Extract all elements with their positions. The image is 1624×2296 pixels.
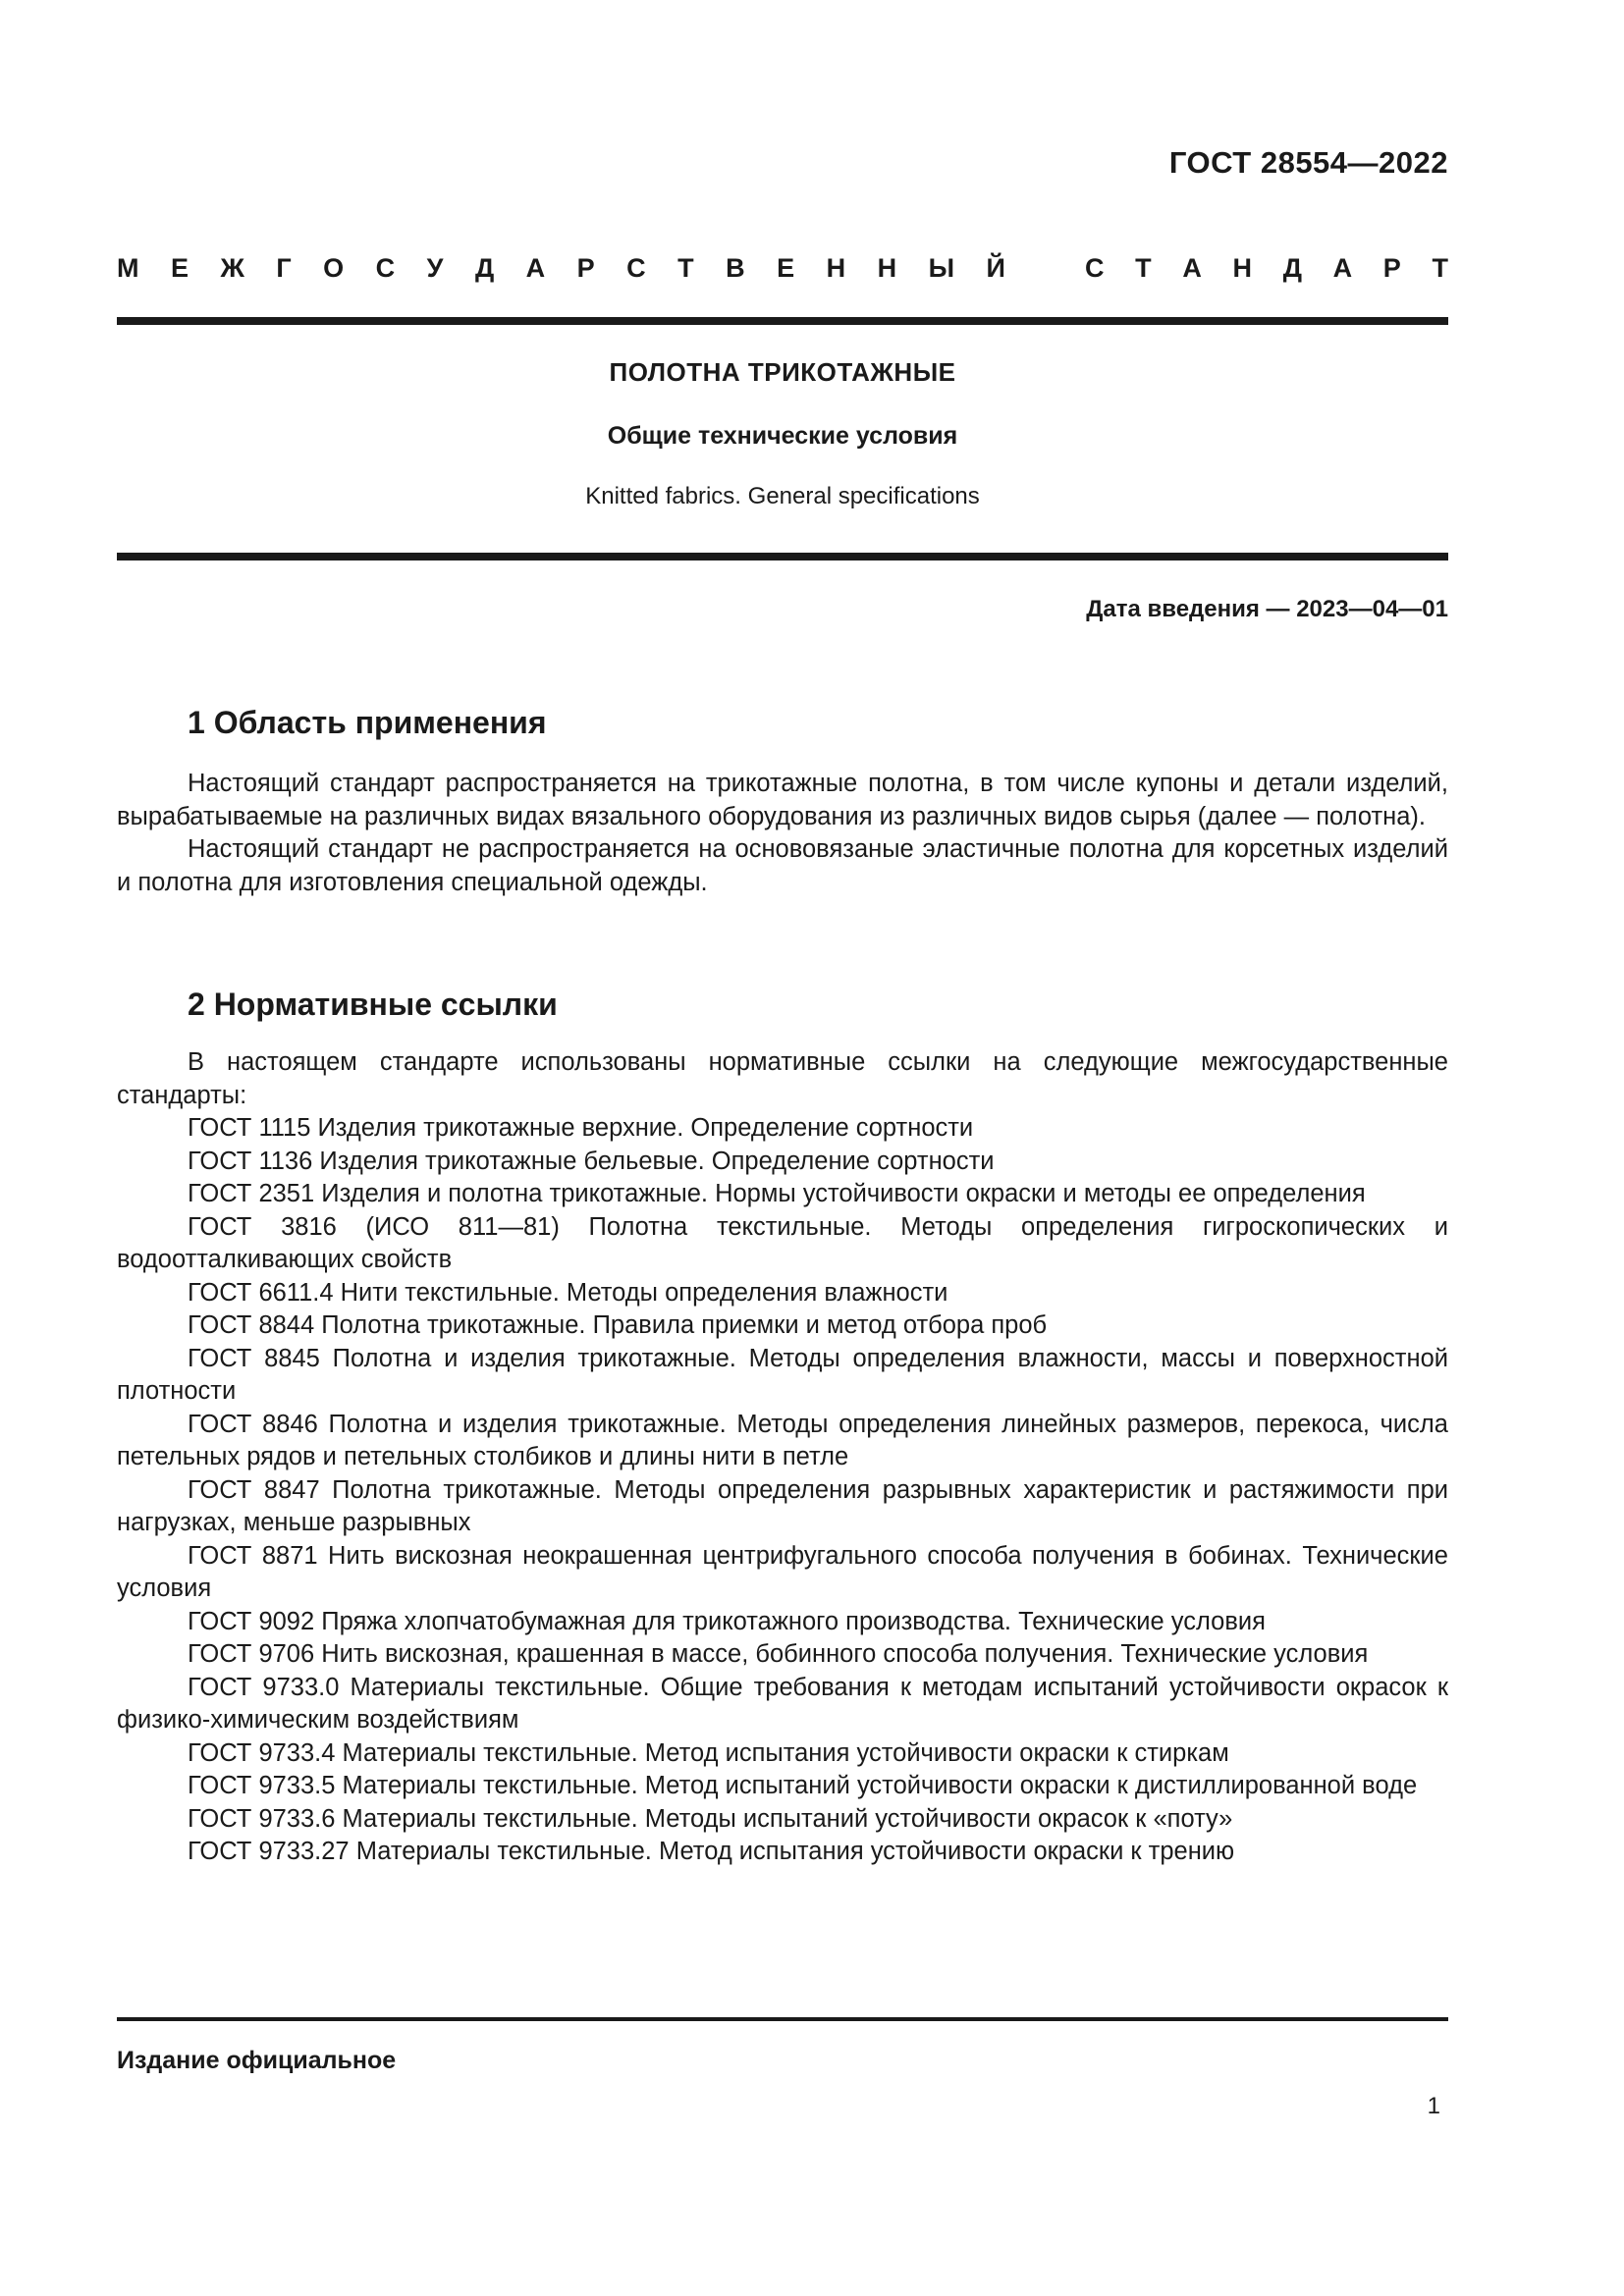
banner-letter: Н bbox=[1232, 253, 1253, 283]
banner-letter: С bbox=[375, 253, 396, 283]
title-divider bbox=[117, 553, 1448, 561]
reference-item: ГОСТ 8845 Полотна и изделия трикотажные. Методы определения влажности, массы и поверхностной плотности bbox=[117, 1344, 1448, 1405]
reference-item: ГОСТ 1136 Изделия трикотажные бельевые. Определение сортности bbox=[188, 1147, 995, 1175]
reference-item: ГОСТ 9733.6 Материалы текстильные. Методы испытаний устойчивости окрасок к «поту» bbox=[188, 1804, 1233, 1833]
banner-letter: М bbox=[117, 253, 139, 283]
banner-letter: С bbox=[626, 253, 646, 283]
banner-letter: У bbox=[426, 253, 444, 283]
introduction-date: Дата введения — 2023—04—01 bbox=[1086, 596, 1448, 622]
banner-letter: Й bbox=[986, 253, 1005, 283]
banner-letter: А bbox=[525, 253, 546, 283]
banner-letter: В bbox=[726, 253, 745, 283]
banner-letter: Ж bbox=[220, 253, 244, 283]
paragraph: Настоящий стандарт распространяется на трикотажные полотна, в том числе купоны и детали изделий, вырабатываемые на различных видах вязального оборудования из различных видов сырья (далее — полотна). bbox=[117, 770, 1448, 830]
banner-letter: Г bbox=[276, 253, 292, 283]
banner-letter: С bbox=[1085, 253, 1105, 283]
reference-item: ГОСТ 9706 Нить вискозная, крашенная в массе, бобинного способа получения. Технические условия bbox=[188, 1640, 1369, 1668]
banner-letter: Ы bbox=[928, 253, 955, 283]
banner-letter: Н bbox=[877, 253, 897, 283]
banner-letter: Р bbox=[1382, 253, 1401, 283]
footer-divider bbox=[117, 2017, 1448, 2021]
edition-label: Издание официальное bbox=[117, 2047, 397, 2074]
reference-item: ГОСТ 9733.0 Материалы текстильные. Общие требования к методам испытаний устойчивости окрасок к физико-химическим воздействиям bbox=[117, 1673, 1448, 1734]
banner-word-standard bbox=[1085, 253, 1448, 284]
reference-item: ГОСТ 2351 Изделия и полотна трикотажные. Нормы устойчивости окраски и методы ее определения bbox=[188, 1180, 1366, 1207]
section-body-scope bbox=[117, 768, 1448, 899]
reference-item: ГОСТ 8844 Полотна трикотажные. Правила приемки и метод отбора проб bbox=[188, 1311, 1048, 1339]
banner-letter: А bbox=[1332, 253, 1353, 283]
banner-letter: Е bbox=[777, 253, 795, 283]
section-body-normative-references bbox=[117, 1046, 1448, 1869]
reference-item: ГОСТ 9092 Пряжа хлопчатобумажная для трикотажного производства. Технические условия bbox=[188, 1607, 1266, 1635]
section-heading-normative-references: 2 Нормативные ссылки bbox=[188, 987, 558, 1022]
paragraph: Настоящий стандарт не распространяется на основовязаные эластичные полотна для корсетных изделий и полотна для изготовления специальной одежды. bbox=[117, 835, 1448, 896]
reference-item: ГОСТ 9733.4 Материалы текстильные. Метод испытания устойчивости окраски к стиркам bbox=[188, 1738, 1229, 1767]
banner-letter: Т bbox=[677, 253, 694, 283]
banner-letter: Т bbox=[1135, 253, 1152, 283]
document-title-english: Knitted fabrics. General specifications bbox=[585, 483, 980, 509]
header-divider bbox=[117, 317, 1448, 325]
banner-letter: Т bbox=[1432, 253, 1448, 283]
reference-item: ГОСТ 8871 Нить вискозная неокрашенная центрифугального способа получения в бобинах. Технические условия bbox=[117, 1541, 1448, 1602]
banner-letter: А bbox=[1182, 253, 1202, 283]
banner-letter: Д bbox=[474, 253, 495, 283]
reference-item: ГОСТ 9733.27 Материалы текстильные. Метод испытания устойчивости окраски к трению bbox=[188, 1838, 1235, 1865]
reference-item: ГОСТ 6611.4 Нити текстильные. Методы определения влажности bbox=[188, 1278, 948, 1307]
reference-item: ГОСТ 3816 (ИСО 811—81) Полотна текстильные. Методы определения гигроскопических и водоотталкивающих свойств bbox=[117, 1212, 1448, 1273]
banner-word-interstate bbox=[117, 253, 1005, 284]
reference-item: ГОСТ 1115 Изделия трикотажные верхние. Определение сортности bbox=[188, 1114, 974, 1142]
document-title: ПОЛОТНА ТРИКОТАЖНЫЕ bbox=[609, 357, 956, 387]
banner-letter: Н bbox=[826, 253, 846, 283]
banner-letter: Р bbox=[576, 253, 595, 283]
page-number: 1 bbox=[1427, 2093, 1440, 2119]
banner-letter: Д bbox=[1282, 253, 1302, 283]
paragraph: В настоящем стандарте использованы нормативные ссылки на следующие межгосударственные стандарты: bbox=[117, 1048, 1448, 1109]
document-number: ГОСТ 28554—2022 bbox=[1168, 145, 1448, 180]
reference-item: ГОСТ 8847 Полотна трикотажные. Методы определения разрывных характеристик и растяжимости при нагрузках, меньше разрывных bbox=[117, 1475, 1448, 1536]
banner-letter: О bbox=[323, 253, 345, 283]
banner-letter: Е bbox=[170, 253, 189, 283]
interstate-standard-banner bbox=[117, 253, 1448, 284]
document-subtitle: Общие технические условия bbox=[607, 422, 958, 450]
reference-item: ГОСТ 9733.5 Материалы текстильные. Метод испытаний устойчивости окраски к дистиллированной воде bbox=[188, 1772, 1418, 1799]
section-heading-scope: 1 Область применения bbox=[188, 705, 547, 740]
reference-item: ГОСТ 8846 Полотна и изделия трикотажные. Методы определения линейных размеров, перекоса, числа петельных рядов и петельных столбиков и длины нити в петле bbox=[117, 1410, 1448, 1470]
